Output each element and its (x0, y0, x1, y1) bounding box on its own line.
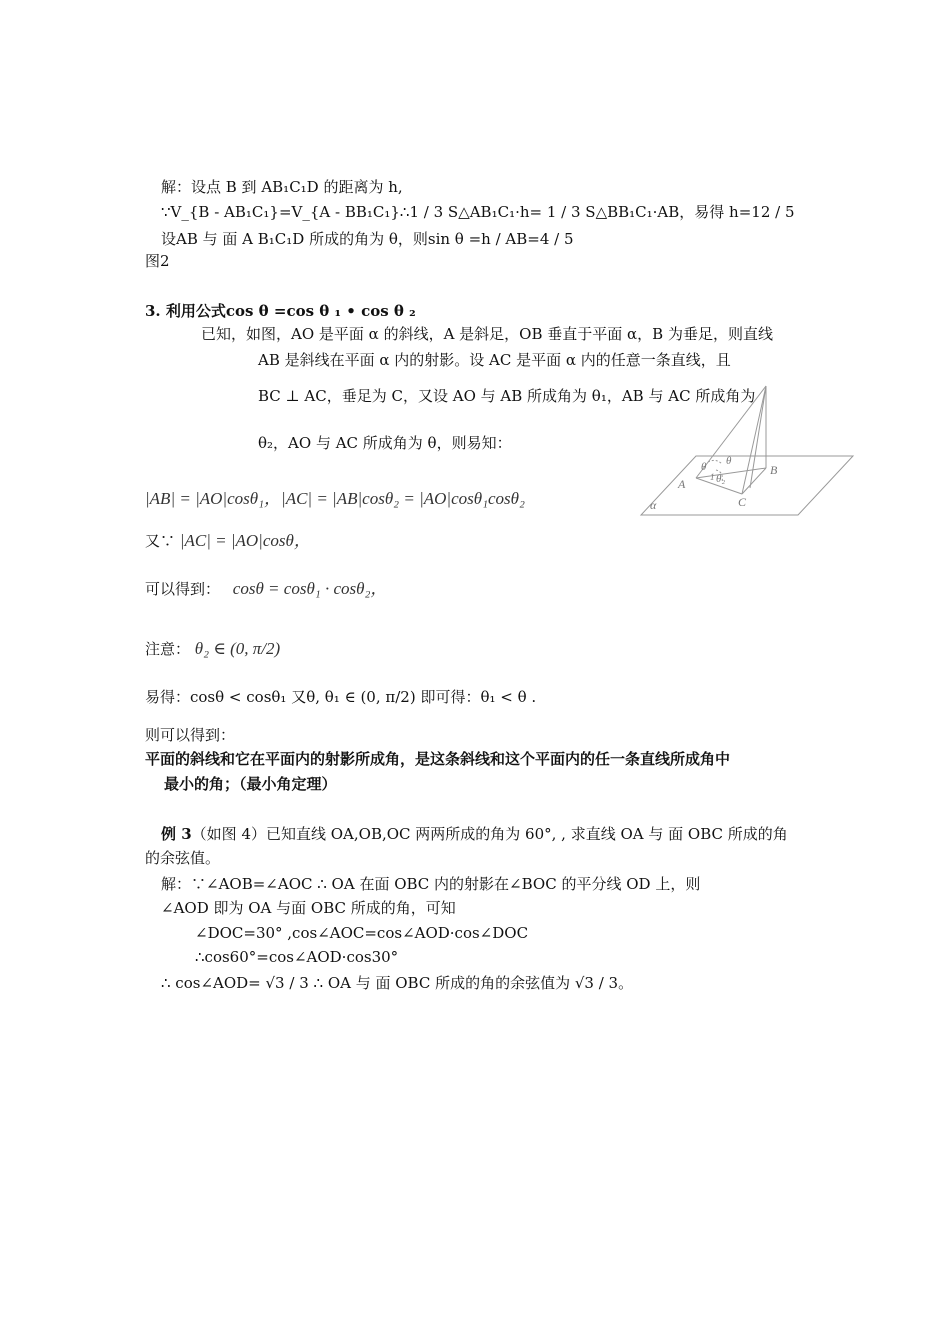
example-3-solution-5: ∴ cos∠AOD= √3 / 3 ∴ OA 与 面 OBC 所成的角的余弦值为 √3 / 3。 (161, 974, 634, 992)
solution-text-2: ∵V_{B - AB₁C₁}=V_{A - BB₁C₁}∴1 / 3 S△AB₁C₁·h= 1 / 3 S△BB₁C₁·AB，易得 h=12 / 5 (161, 203, 795, 221)
fig-label-theta-a: θ (701, 461, 707, 473)
note-formula: θ₂ ∈ (0, π/2) (194, 639, 281, 658)
example-3-line-1: 例 3（如图 4）已知直线 OA,OB,OC 两两所成的角为 60°, , 求直线 OA 与 面 OBC 所成的角 (161, 825, 788, 843)
fig-label-alpha: α (650, 498, 657, 512)
solution-line-2 (161, 201, 795, 223)
fig-label-theta-b: θ (726, 455, 732, 467)
formula-result: 可以得到： cosθ = cosθ₁ · cosθ₂， (145, 579, 388, 598)
solution-text-3: 设AB 与 面 A B₁C₁D 所成的角为 θ，则sin θ =h / AB=4 / 5 (161, 230, 574, 248)
example-3-solution-4: ∴cos60°=cos∠AOD·cos30° (195, 948, 399, 966)
fig-label-theta2: θ₂ (716, 473, 726, 485)
oblique-line-figure (638, 378, 868, 528)
section-3-para-3: BC ⊥ AC，垂足为 C，又设 AO 与 AB 所成角为 θ₁，AB 与 AC 所成角为 (258, 387, 756, 405)
example-3-solution-3: ∠DOC=30° ,cos∠AOC=cos∠AOD·cos∠DOC (195, 924, 529, 942)
note-line: 注意： θ₂ ∈ (0, π/2) (145, 639, 281, 658)
solution-line-3 (161, 228, 574, 250)
section-3-para-2: AB 是斜线在平面 α 内的射影。设 AC 是平面 α 内的任意一条直线，且 (258, 351, 731, 369)
theorem-line-2: 最小的角；（最小角定理） (164, 775, 337, 793)
formula-ac-cos-text: |AC| = |AO|cosθ， (179, 531, 311, 550)
section-3-para-1: 已知，如图，AO 是平面 α 的斜线，A 是斜足，OB 垂直于平面 α，B 为垂足，则直线 (201, 325, 773, 343)
formula-result-text: cosθ = cosθ₁ · cosθ₂， (232, 579, 388, 598)
fig-label-1: 1 (710, 472, 715, 482)
fig-label-b: B (770, 463, 778, 477)
solution-text-1: 解：设点 B 到 AB₁C₁D 的距离为 h, (161, 178, 403, 196)
section-3-para-4: θ₂，AO 与 AC 所成角为 θ，则易知： (258, 434, 512, 452)
formula-ab-ac: |AB| = |AO|cosθ₁，|AC| = |AB|cosθ₂ = |AO|cosθ₁cosθ₂ (145, 489, 525, 508)
example-3-title: 例 3 (161, 825, 192, 843)
section-3-heading: 3. 利用公式cos θ =cos θ ₁ • cos θ ₂ (145, 302, 416, 320)
formula-ac-cos: 又∵ |AC| = |AO|cosθ， (145, 531, 311, 550)
solution-line-1 (161, 176, 403, 198)
example-3-solution-2: ∠AOD 即为 OA 与面 OBC 所成的角，可知 (161, 899, 456, 917)
fig-label-c: C (738, 495, 747, 509)
theorem-line-1: 平面的斜线和它在平面内的射影所成角，是这条斜线和这个平面内的任一条直线所成角中 (145, 750, 731, 768)
example-3-line-2: 的余弦值。 (145, 849, 221, 867)
then-line: 则可以得到： (145, 726, 236, 744)
fig-label-a: A (678, 477, 686, 491)
figure-2-label: 图2 (145, 252, 170, 270)
derive-line: 易得：cosθ < cosθ₁ 又θ, θ₁ ∈ (0, π/2) 即可得：θ₁ < θ . (145, 688, 537, 706)
example-3-solution-1: 解：∵∠AOB=∠AOC ∴ OA 在面 OBC 内的射影在∠BOC 的平分线 OD 上，则 (161, 875, 701, 893)
